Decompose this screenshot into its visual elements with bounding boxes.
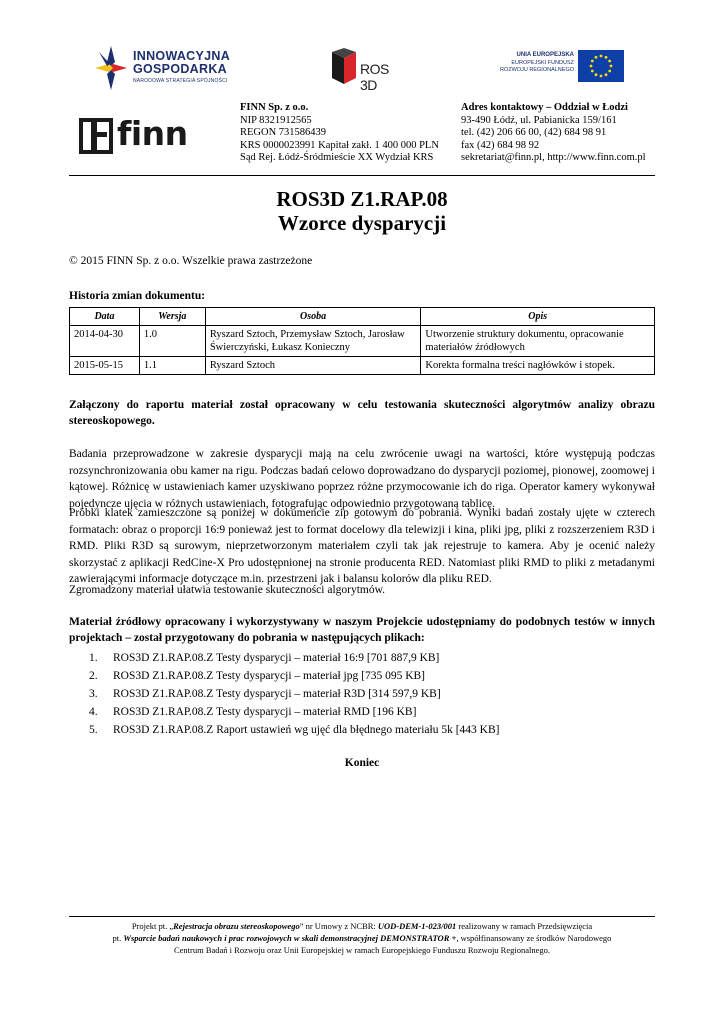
company-court: Sąd Rej. Łódź-Śródmieście XX Wydział KRS — [240, 152, 434, 163]
list-number: 3. — [89, 688, 98, 700]
finn-logo — [79, 114, 194, 158]
ig-star-icon — [93, 44, 129, 92]
cell-person: Ryszard Sztoch — [205, 357, 421, 375]
document-title — [0, 187, 724, 235]
footer-text: ” nr Umowy z NCBR: — [299, 921, 378, 931]
cell-date: 2015-05-15 — [70, 357, 140, 375]
footer-program-name: Wsparcie badań naukowych i prac rozwojowych w skali demonstracyjnej DEMONSTRATOR + — [123, 933, 457, 943]
cell-person: Ryszard Sztoch, Przemysław Sztoch, Jarosław Świerczyński, Łukasz Konieczny — [205, 326, 421, 357]
list-number: 2. — [89, 670, 98, 682]
company-info — [240, 102, 439, 165]
body-paragraph-2: Próbki klatek zamieszczone są poniżej w dokumencie zip gotowym do pobrania. Wyniki badań zostały ujęte w czterech formatach: obraz o proporcji 16:9 ponieważ jest to format docelowy dla telewizji i kina, pliki jpg, pliki z rozszerzeniem R3D i RMD. Pliki R3D są surowym, nieprzetworzonym materiałem czyli tak jak rejestruje to kamera. Aby je ocenić należy skorzystać z aplikacji RedCine-X Pro udostępnionej na stronie producenta RED. Natomiast pliki RMD to pliki z metadanymi zawierającymi informacje dotyczące m.in. przestrzeni jak i balansu kolorów dla pliku RED. — [69, 507, 655, 585]
table-header-row — [70, 308, 655, 326]
ig-line2: GOSPODARKA — [133, 62, 227, 76]
history-table — [69, 307, 655, 375]
file-link[interactable]: ROS3D Z1.RAP.08.Z Testy dysparycji – materiał R3D [314 597,9 KB] — [113, 688, 441, 700]
footer-line2 — [69, 932, 655, 944]
footer-text: , współfinansowany ze środków Narodowego — [456, 933, 612, 943]
cell-version: 1.0 — [139, 326, 205, 357]
ue-line2: EUROPEJSKI FUNDUSZ — [511, 59, 574, 66]
history-heading: Historia zmian dokumentu: — [69, 290, 206, 302]
list-item — [89, 649, 499, 667]
company-nip: NIP 8321912565 — [240, 114, 312, 126]
footer-project-title: Rejestracja obrazu stereoskopowego — [173, 921, 300, 931]
cell-version: 1.1 — [139, 357, 205, 375]
contact-title: Adres kontaktowy – Oddział w Łodzi — [461, 102, 628, 113]
column-header-description: Opis — [421, 308, 655, 326]
contact-email: sekretariat@finn.pl, http://www.finn.com.pl — [461, 152, 646, 163]
document-header — [69, 100, 655, 176]
ros3d-cube-icon — [330, 48, 358, 86]
column-header-person: Osoba — [205, 308, 421, 326]
cell-description: Korekta formalna treści nagłówków i stopek. — [421, 357, 655, 375]
company-regon: REGON 731586439 — [240, 127, 327, 138]
eu-logo — [496, 48, 626, 88]
list-item — [89, 667, 499, 685]
file-link[interactable]: ROS3D Z1.RAP.08.Z Testy dysparycji – materiał 16:9 [701 887,9 KB] — [113, 652, 440, 664]
company-krs: KRS 0000023991 Kapitał zakł. 1 400 000 PLN — [240, 139, 439, 151]
footer-line1 — [69, 920, 655, 932]
contact-fax: fax (42) 684 98 92 — [461, 139, 540, 151]
file-link[interactable]: ROS3D Z1.RAP.08.Z Raport ustawień wg ujęć dla błędnego materiału 5k [443 KB] — [113, 724, 500, 736]
title-line2: Wzorce dysparycji — [277, 211, 447, 235]
body-paragraph-1: Badania przeprowadzone w zakresie dysparycji mają na celu zwrócenie uwagi na wartości, które występują podczas rozsynchronizowania obu kamer na rigu. Podczas badań celowo doprowadzano do dysparycji poziomej, pionowej, zoomowej i kątowej. Różnicę w ustawieniach kamer uzyskiwano poprzez różne przymocowanie ich do riga. Operator kamery wykonywał pojedyncze ujęcia w różnych ustawieniach, fotografując odpowiednio przygotowaną tablicę. — [69, 448, 655, 510]
file-link[interactable]: ROS3D Z1.RAP.08.Z Testy dysparycji – materiał RMD [196 KB] — [113, 706, 417, 718]
list-number: 4. — [89, 706, 98, 718]
intro-paragraph: Załączony do raportu materiał został opracowany w celu testowania skuteczności algorytmów analizy obrazu stereoskopowego. — [69, 399, 655, 427]
body-paragraph-3: Zgromadzony materiał ułatwia testowanie skuteczności algorytmów. — [69, 584, 386, 596]
footer-text: Projekt pt. „ — [131, 921, 174, 931]
title-line1: ROS3D Z1.RAP.08 — [276, 187, 448, 211]
logo-bar — [0, 40, 724, 96]
finn-mark-icon — [79, 118, 113, 154]
list-number: 1. — [89, 652, 98, 664]
ig-sub: NARODOWA STRATEGIA SPÓJNOŚCI — [133, 78, 228, 84]
ig-line1: INNOWACYJNA — [133, 49, 231, 63]
page-footer — [69, 916, 655, 956]
list-item — [89, 721, 499, 739]
cell-date: 2014-04-30 — [70, 326, 140, 357]
eu-flag-icon — [578, 50, 624, 82]
company-name: FINN Sp. z o.o. — [240, 102, 309, 113]
innowacyjna-gospodarka-logo — [93, 44, 243, 92]
footer-text: realizowany w ramach Przedsięwzięcia — [456, 921, 593, 931]
table-row — [70, 326, 655, 357]
footer-line3: Centrum Badań i Rozwoju oraz Unii Europejskiej w ramach Europejskiego Funduszu Rozwoju Regionalnego. — [173, 945, 551, 955]
footer-contract-number: UOD-DEM-1-023/001 — [377, 921, 457, 931]
footer-text: pt. — [112, 933, 124, 943]
table-row — [70, 357, 655, 375]
ue-line3: ROZWOJU REGIONALNEGO — [500, 67, 574, 73]
files-list — [89, 649, 499, 739]
list-item — [89, 703, 499, 721]
cell-description: Utworzenie struktury dokumentu, opracowanie materiałów źródłowych — [421, 326, 655, 357]
end-marker: Koniec — [344, 757, 380, 769]
column-header-version: Wersja — [139, 308, 205, 326]
ros3d-text: ROS 3D — [360, 61, 389, 93]
files-heading: Materiał źródłowy opracowany i wykorzystywany w naszym Projekcie udostępniamy do podobnych testów w innych projektach – został przygotowany do pobrania w następujących plikach: — [69, 616, 655, 644]
column-header-date: Data — [70, 308, 140, 326]
contact-info — [461, 102, 646, 165]
file-link[interactable]: ROS3D Z1.RAP.08.Z Testy dysparycji – materiał jpg [735 095 KB] — [113, 670, 426, 682]
list-number: 5. — [89, 724, 98, 736]
contact-tel: tel. (42) 206 66 00, (42) 684 98 91 — [461, 127, 607, 138]
finn-wordmark: finn — [117, 114, 188, 153]
contact-address: 93-490 Łódź, ul. Pabianicka 159/161 — [461, 114, 617, 126]
ue-line1: UNIA EUROPEJSKA — [516, 52, 574, 58]
copyright: © 2015 FINN Sp. z o.o. Wszelkie prawa zastrzeżone — [69, 255, 313, 267]
list-item — [89, 685, 499, 703]
ros3d-logo — [330, 48, 400, 93]
